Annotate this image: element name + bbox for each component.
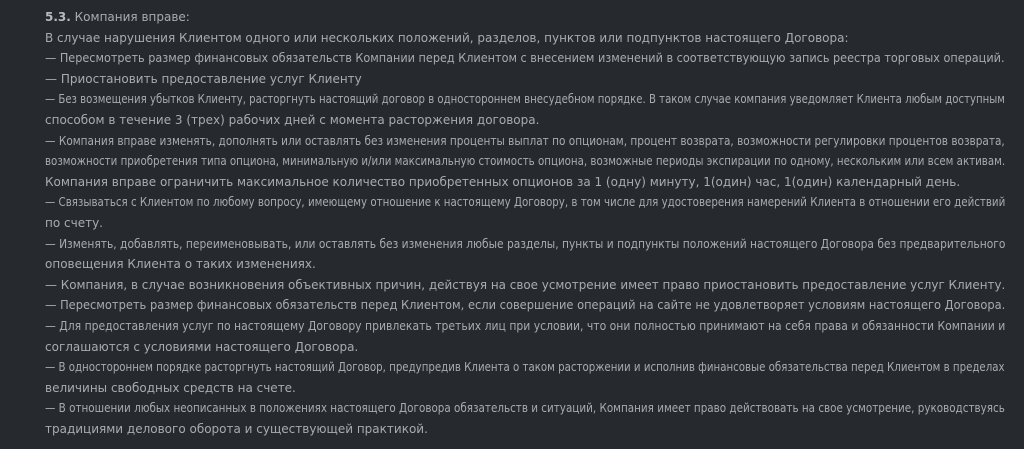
section-heading bbox=[45, 7, 1005, 28]
text-line: — Компания вправе изменять, дополнять или оставлять без изменения проценты выплат по опционам, процент возврата, возможности регулировки процентов возврата, bbox=[45, 133, 1005, 148]
text-line: — Пересмотреть размер финансовых обязательств перед Клиентом, если совершение операций на сайте не удовлетворяет условиям настоящего Договора. bbox=[45, 298, 1006, 313]
text-line: способом в течение 3 (трех) рабочих дней с момента расторжения договора. bbox=[45, 112, 540, 127]
text-line: традициями делового оборота и существующей практикой. bbox=[45, 421, 428, 436]
text-line: по счету. bbox=[45, 215, 103, 230]
section-number: 5.3. bbox=[45, 10, 71, 24]
text-line: — Связываться с Клиентом по любому вопросу, имеющему отношение к настоящему Договору, в том числе для удостоверения намерений Клиента в отношении его действий bbox=[45, 195, 1006, 210]
text-line: — Для предоставления услуг по настоящему Договору привлекать третьих лиц при условии, что они полностью принимают на себя права и обязанности Компании и bbox=[45, 318, 1006, 333]
text-line: соглашаются с условиями настоящего Договора. bbox=[45, 339, 359, 354]
text-line: — В одностороннем порядке расторгнуть настоящий Договор, предупредив Клиента о таком расторжении и исполнив финансовые обязательства перед Клиентом в пределах bbox=[45, 360, 1005, 375]
text-line: величины свободных средств на счете. bbox=[45, 380, 296, 395]
text-line: — Приостановить предоставление услуг Клиенту bbox=[45, 71, 362, 86]
contract-section bbox=[45, 7, 1005, 439]
section-title: Компания вправе: bbox=[74, 10, 190, 24]
text-line: — Компания, в случае возникновения объективных причин, действуя на свое усмотрение имеет право приостановить предоставление услуг Клиенту. bbox=[45, 277, 1006, 292]
section-lines bbox=[45, 48, 1005, 439]
text-line: — Без возмещения убытков Клиенту, расторгнуть настоящий договор в одностороннем внесудебном порядке. В таком случае компания уведомляет Клиента любым доступным bbox=[45, 92, 1005, 107]
text-line: Компания вправе ограничить максимальное количество приобретенных опционов за 1 (одну) минуту, 1(один) час, 1(один) календарный день. bbox=[45, 174, 961, 189]
text-line: — В отношении любых неописанных в положениях настоящего Договора обязательств и ситуаций, Компания имеет право действовать на свое усмотрение, руководствуясь bbox=[45, 401, 1005, 416]
text-line: оповещения Клиента о таких изменениях. bbox=[45, 257, 316, 272]
text-line: — Пересмотреть размер финансовых обязательств Компании перед Клиентом с внесением изменений в соответствующую запись реестра торговых операций. bbox=[45, 51, 1005, 66]
text-line: возможности приобретения типа опциона, минимальную и/или максимальную стоимость опциона, возможные периоды экспирации по одному, нескольким или всем активам. bbox=[45, 154, 1006, 169]
text-line: — Изменять, добавлять, переименовывать, или оставлять без изменения любые разделы, пункты и подпункты положений настоящего Договора без предварительного bbox=[45, 236, 1006, 251]
section-intro: В случае нарушения Клиентом одного или нескольких положений, разделов, пунктов или подпунктов настоящего Договора: bbox=[45, 30, 849, 45]
